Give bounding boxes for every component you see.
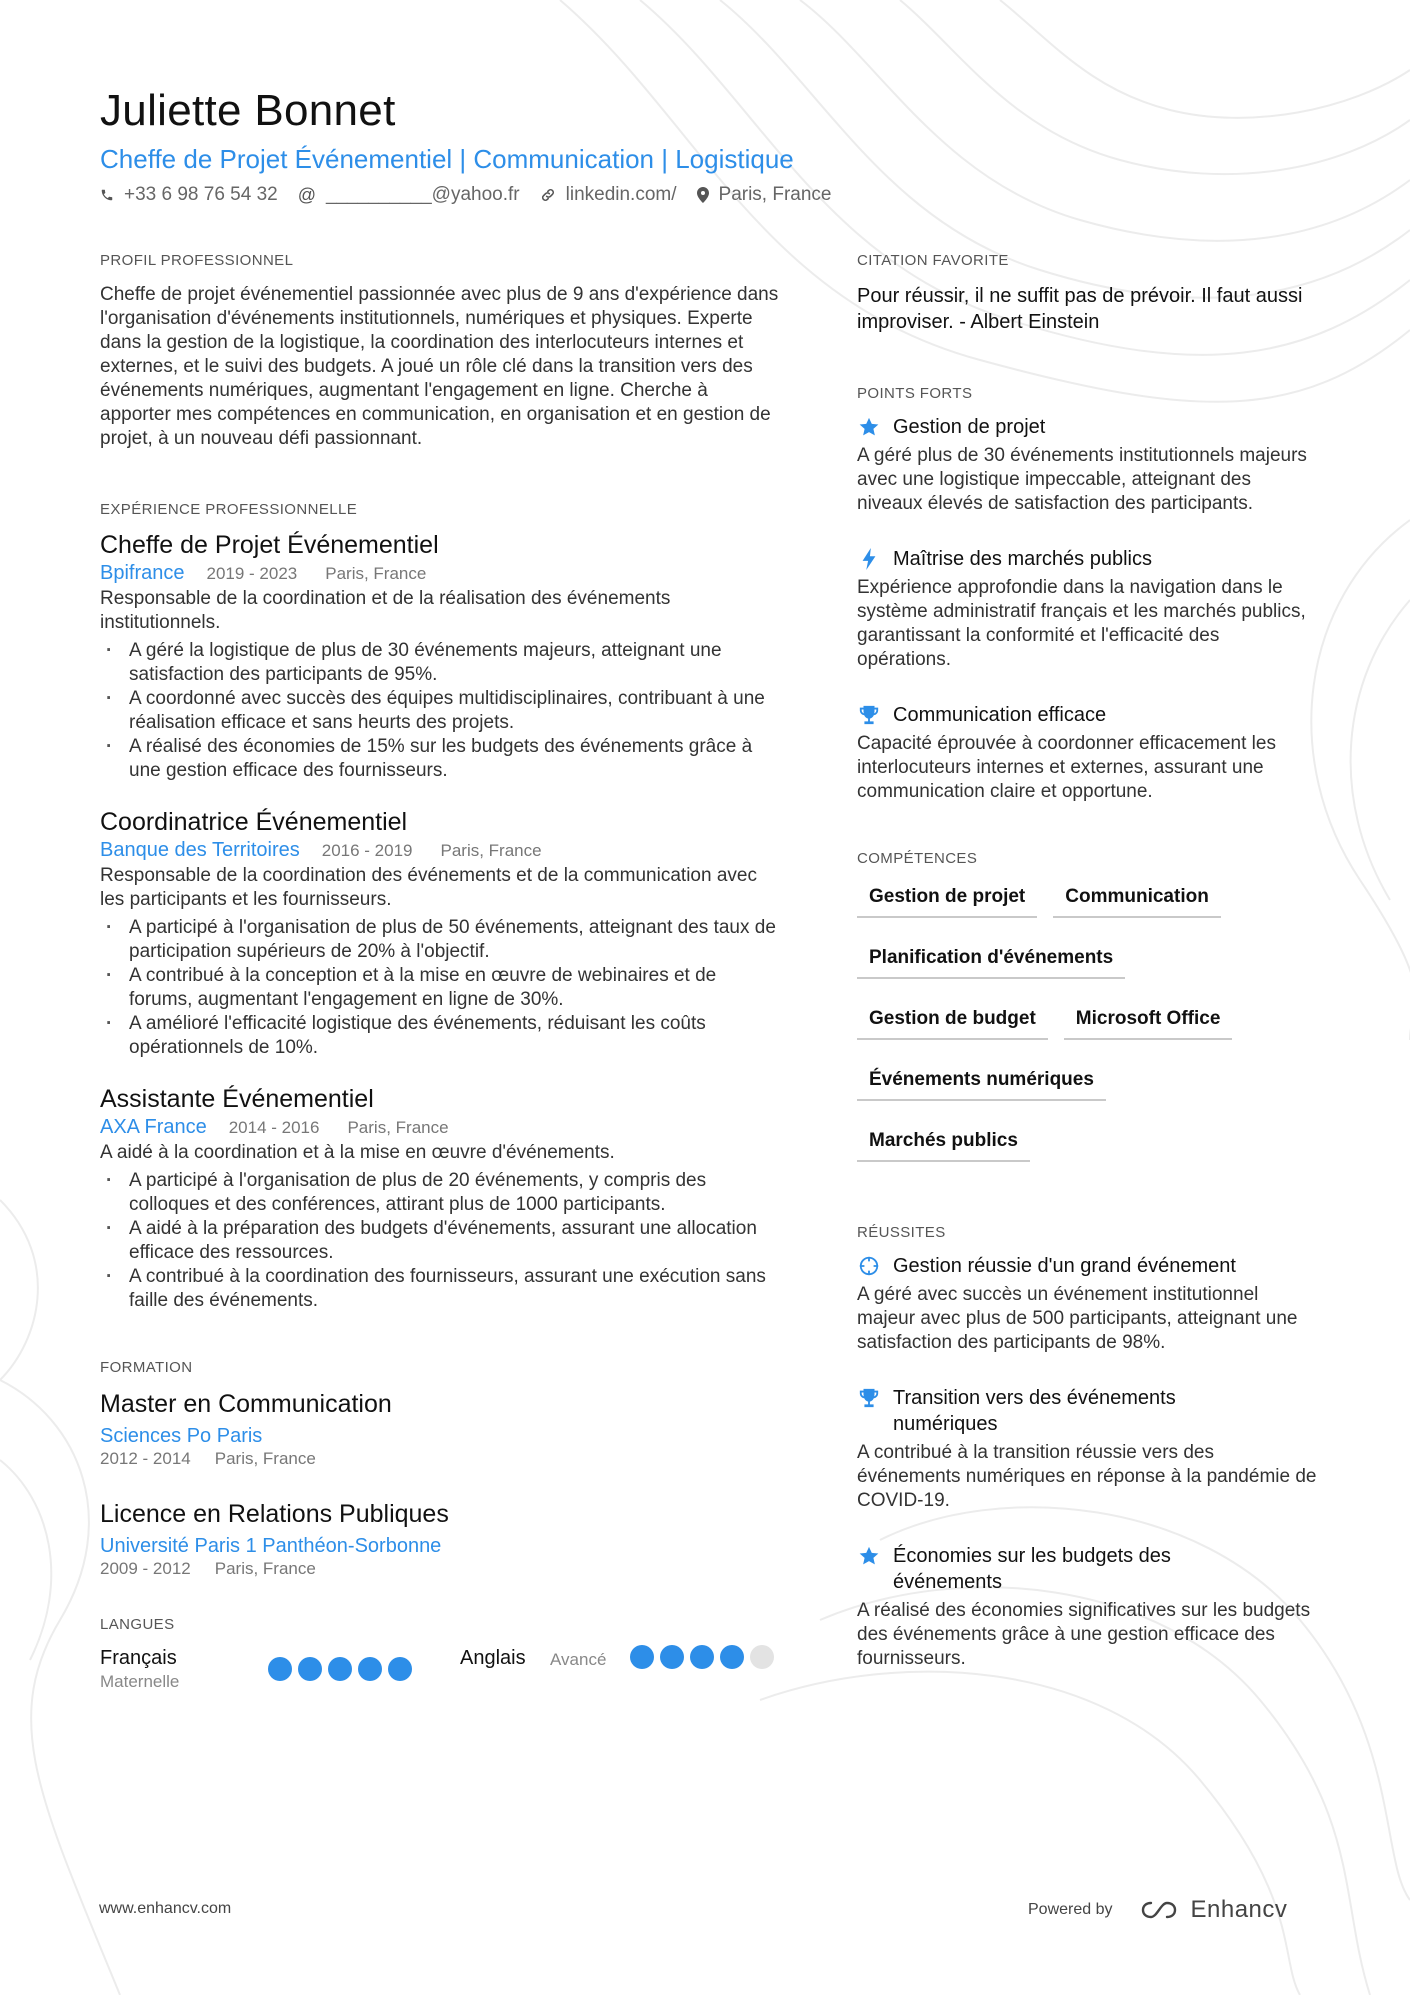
education-dates: 2012 - 2014 bbox=[100, 1449, 191, 1468]
rating-dot bbox=[630, 1645, 654, 1669]
skills-section bbox=[857, 850, 1317, 1190]
education-section bbox=[100, 1359, 780, 1580]
job-location: Paris, France bbox=[347, 1118, 449, 1137]
section-title: POINTS FORTS bbox=[857, 385, 973, 402]
contact-email[interactable] bbox=[298, 184, 520, 206]
rating-dot bbox=[690, 1645, 714, 1669]
education-location: Paris, France bbox=[214, 1559, 316, 1578]
job-entry bbox=[100, 807, 780, 1060]
strength-item bbox=[857, 414, 1317, 516]
section-title: COMPÉTENCES bbox=[857, 850, 978, 867]
list-item: · A amélioré l'efficacité logistique des événements, réduisant les coûts opérationnels de 10%. bbox=[100, 1012, 780, 1060]
rating-dot bbox=[720, 1645, 744, 1669]
list-item: · A aidé à la préparation des budgets d'événements, assurant une allocation efficace des ressources. bbox=[100, 1217, 780, 1265]
job-bullets bbox=[100, 916, 780, 1060]
achievement-item bbox=[857, 1543, 1317, 1671]
list-item: · A géré la logistique de plus de 30 événements majeurs, atteignant une satisfaction des participants de 95%. bbox=[100, 639, 780, 687]
education-entry bbox=[100, 1388, 780, 1470]
job-description: Responsable de la coordination et de la réalisation des événements institutionnels. bbox=[100, 588, 671, 633]
skills-list bbox=[857, 885, 1327, 1190]
education-degree: Master en Communication bbox=[100, 1390, 392, 1418]
link-icon bbox=[540, 187, 556, 203]
contact-bar bbox=[100, 184, 852, 206]
trophy-icon bbox=[857, 702, 881, 728]
language-rating bbox=[630, 1645, 780, 1669]
education-meta bbox=[100, 1448, 780, 1470]
achievements-section bbox=[857, 1224, 1317, 1671]
skill-tag: Communication bbox=[1053, 885, 1221, 918]
job-description: Responsable de la coordination des événements et de la communication avec les participants et les fournisseurs. bbox=[100, 865, 757, 910]
job-meta bbox=[100, 837, 780, 864]
achievement-item bbox=[857, 1385, 1317, 1513]
phone-text: +33 6 98 76 54 32 bbox=[124, 184, 278, 205]
right-column bbox=[857, 252, 1317, 1723]
strength-title: Gestion de projet bbox=[893, 416, 1046, 438]
profile-text: Cheffe de projet événementiel passionnée avec plus de 9 ans d'expérience dans l'organisation d'événements institutionnels, numériques et physiques. Experte dans la gestion de la logistique, la coordination des interlocuteurs internes et externes, et le suivi des budgets. A joué un rôle clé dans la transition vers des événements numériques, augmentant l'engagement en ligne. Cherche à apporter mes compétences en communication, en organisation et en gestion de projet, à un nouveau défi passionnant. bbox=[100, 284, 779, 449]
candidate-headline: Cheffe de Projet Événementiel | Communication | Logistique bbox=[100, 144, 794, 174]
job-meta bbox=[100, 1114, 780, 1141]
list-item: · A coordonné avec succès des équipes multidisciplinaires, contribuant à une réalisation efficace et sans heurts des projets. bbox=[100, 687, 780, 735]
strength-head bbox=[857, 546, 1317, 572]
list-item: · A contribué à la coordination des fournisseurs, assurant une exécution sans faille des événements. bbox=[100, 1265, 780, 1313]
language-item bbox=[460, 1645, 780, 1693]
job-entry bbox=[100, 530, 780, 783]
rating-dot bbox=[268, 1657, 292, 1681]
education-location: Paris, France bbox=[214, 1449, 316, 1468]
job-dates: 2016 - 2019 bbox=[321, 841, 413, 860]
achievement-text: A réalisé des économies significatives sur les budgets des événements grâce à une gestion efficace des fournisseurs. bbox=[857, 1600, 1311, 1669]
crosshair-icon bbox=[857, 1253, 881, 1279]
rating-dot bbox=[750, 1645, 774, 1669]
skill-tag: Marchés publics bbox=[857, 1129, 1030, 1162]
section-title: EXPÉRIENCE PROFESSIONNELLE bbox=[100, 501, 358, 518]
strength-text: Expérience approfondie dans la navigation dans le système administratif français et les marchés publics, garantissant la conformité et l'efficacité des opérations. bbox=[857, 577, 1306, 670]
job-description: A aidé à la coordination et à la mise en œuvre d'événements. bbox=[100, 1142, 615, 1163]
star-icon bbox=[857, 414, 881, 440]
job-title: Coordinatrice Événementiel bbox=[100, 808, 408, 836]
strength-title: Communication efficace bbox=[893, 704, 1107, 726]
linkedin-text[interactable]: linkedin.com/ bbox=[565, 184, 677, 205]
education-dates: 2009 - 2012 bbox=[100, 1559, 191, 1578]
language-item bbox=[100, 1645, 460, 1693]
contact-location bbox=[697, 184, 832, 206]
job-company: AXA France bbox=[100, 1116, 207, 1138]
section-title: FORMATION bbox=[100, 1359, 193, 1376]
strengths-section bbox=[857, 385, 1317, 804]
email-text[interactable]: __________@yahoo.fr bbox=[326, 184, 520, 205]
skill-tag: Événements numériques bbox=[857, 1068, 1106, 1101]
skill-tag: Microsoft Office bbox=[1064, 1007, 1233, 1040]
job-title: Cheffe de Projet Événementiel bbox=[100, 531, 439, 559]
strength-item bbox=[857, 702, 1317, 804]
section-title: LANGUES bbox=[100, 1616, 175, 1633]
job-bullets bbox=[100, 639, 780, 783]
brand-name: Enhancv bbox=[1190, 1896, 1288, 1923]
strength-head bbox=[857, 414, 1317, 440]
candidate-name: Juliette Bonnet bbox=[100, 86, 396, 135]
profile-section bbox=[100, 252, 780, 451]
job-dates: 2014 - 2016 bbox=[228, 1118, 320, 1137]
section-title: PROFIL PROFESSIONNEL bbox=[100, 252, 294, 269]
rating-dot bbox=[388, 1657, 412, 1681]
strength-head bbox=[857, 702, 1317, 728]
job-location: Paris, France bbox=[440, 841, 542, 860]
skill-tag: Planification d'événements bbox=[857, 946, 1125, 979]
job-dates: 2019 - 2023 bbox=[206, 564, 298, 583]
list-item: · A réalisé des économies de 15% sur les budgets des événements grâce à une gestion efficace des fournisseurs. bbox=[100, 735, 780, 783]
languages-section bbox=[100, 1616, 780, 1693]
education-school: Sciences Po Paris bbox=[100, 1425, 263, 1447]
education-degree: Licence en Relations Publiques bbox=[100, 1500, 449, 1528]
language-rating bbox=[268, 1657, 418, 1681]
language-level: Maternelle bbox=[100, 1672, 180, 1691]
education-school: Université Paris 1 Panthéon-Sorbonne bbox=[100, 1535, 442, 1557]
achievement-text: A géré avec succès un événement institutionnel majeur avec plus de 500 participants, atteignant une satisfaction des participants de 98%. bbox=[857, 1284, 1298, 1353]
list-item: · A participé à l'organisation de plus de 20 événements, y compris des colloques et des conférences, attirant plus de 1000 participants. bbox=[100, 1169, 780, 1217]
footer-branding bbox=[1028, 1896, 1287, 1924]
strength-text: A géré plus de 30 événements institutionnels majeurs avec une logistique impeccable, atteignant des niveaux élevés de satisfaction des participants. bbox=[857, 445, 1307, 514]
rating-dot bbox=[358, 1657, 382, 1681]
job-location: Paris, France bbox=[325, 564, 427, 583]
skill-tag: Gestion de budget bbox=[857, 1007, 1048, 1040]
rating-dot bbox=[660, 1645, 684, 1669]
job-company: Banque des Territoires bbox=[100, 839, 300, 861]
rating-dot bbox=[328, 1657, 352, 1681]
job-entry bbox=[100, 1084, 780, 1313]
job-title: Assistante Événementiel bbox=[100, 1085, 374, 1113]
trophy-icon bbox=[857, 1385, 881, 1411]
lightning-icon bbox=[857, 546, 881, 572]
powered-by-label: Powered by bbox=[1028, 1901, 1113, 1918]
achievement-text: A contribué à la transition réussie vers des événements numériques en réponse à la pandémie de COVID-19. bbox=[857, 1442, 1317, 1511]
footer-website[interactable]: www.enhancv.com bbox=[99, 1900, 232, 1917]
star-icon bbox=[857, 1543, 881, 1569]
achievement-head bbox=[857, 1385, 1317, 1437]
achievement-item bbox=[857, 1253, 1317, 1355]
list-item: · A participé à l'organisation de plus de 50 événements, atteignant des taux de participation supérieurs de 20% à l'objectif. bbox=[100, 916, 780, 964]
enhancv-logo[interactable] bbox=[1139, 1896, 1288, 1924]
section-title: RÉUSSITES bbox=[857, 1224, 946, 1241]
experience-section bbox=[100, 501, 780, 1313]
strength-title: Maîtrise des marchés publics bbox=[893, 548, 1152, 570]
achievement-title: Économies sur les budgets des événements bbox=[893, 1545, 1171, 1593]
language-name: Anglais bbox=[460, 1647, 526, 1669]
rating-dot bbox=[298, 1657, 322, 1681]
contact-phone bbox=[100, 184, 278, 206]
location-pin-icon bbox=[697, 187, 709, 203]
contact-linkedin[interactable] bbox=[540, 184, 677, 206]
phone-icon bbox=[100, 188, 114, 202]
job-meta bbox=[100, 560, 780, 587]
enhancv-logo-icon bbox=[1139, 1899, 1183, 1921]
quote-text: Pour réussir, il ne suffit pas de prévoir. Il faut aussi improviser. - Albert Einstein bbox=[857, 285, 1303, 333]
achievement-title: Transition vers des événements numériques bbox=[893, 1387, 1176, 1435]
job-bullets bbox=[100, 1169, 780, 1313]
at-icon: @ bbox=[297, 184, 317, 205]
education-meta bbox=[100, 1558, 780, 1580]
quote-section bbox=[857, 252, 1317, 335]
strength-item bbox=[857, 546, 1317, 672]
language-name: Français bbox=[100, 1647, 177, 1669]
education-entry bbox=[100, 1498, 780, 1580]
achievement-head bbox=[857, 1543, 1317, 1595]
skill-tag: Gestion de projet bbox=[857, 885, 1037, 918]
achievement-title: Gestion réussie d'un grand événement bbox=[893, 1255, 1236, 1277]
location-text: Paris, France bbox=[718, 184, 832, 205]
language-level: Avancé bbox=[550, 1650, 607, 1669]
strength-text: Capacité éprouvée à coordonner efficacement les interlocuteurs internes et externes, assurant une communication claire et opportune. bbox=[857, 733, 1276, 802]
list-item: · A contribué à la conception et à la mise en œuvre de webinaires et de forums, augmentant l'engagement en ligne de 30%. bbox=[100, 964, 780, 1012]
languages-list bbox=[100, 1645, 780, 1693]
achievement-head bbox=[857, 1253, 1317, 1279]
section-title: CITATION FAVORITE bbox=[857, 252, 1009, 269]
job-company: Bpifrance bbox=[100, 562, 185, 584]
left-column bbox=[100, 252, 780, 1745]
